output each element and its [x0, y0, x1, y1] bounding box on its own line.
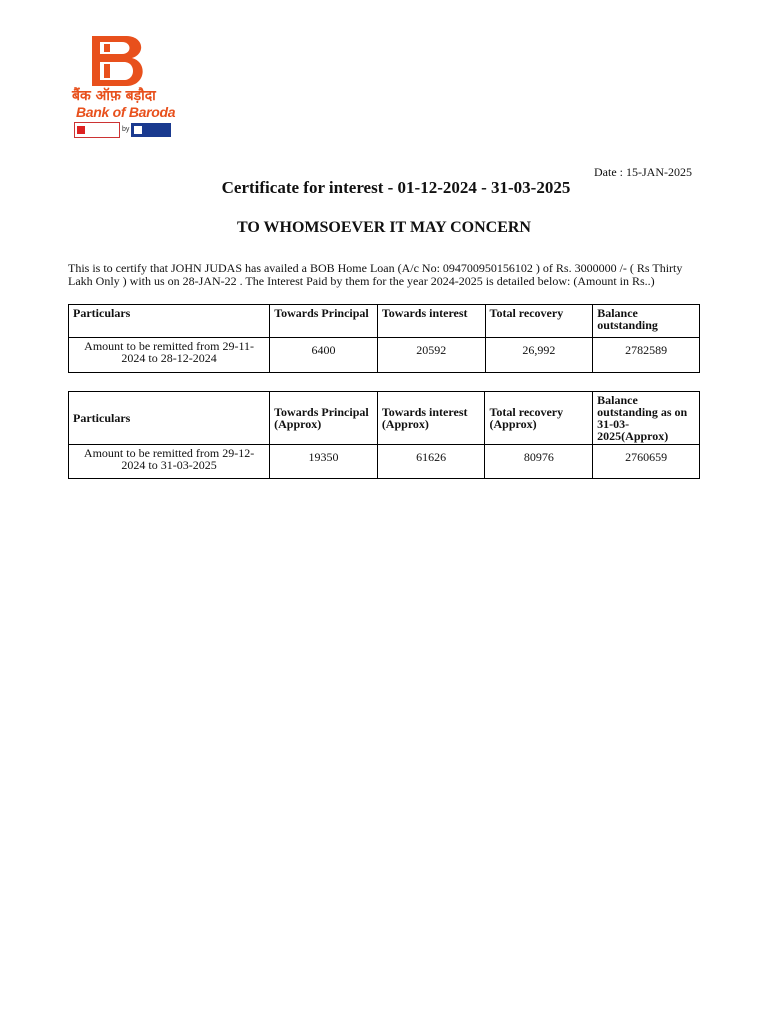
- column-header: Particulars: [69, 305, 270, 338]
- table-cell: 20592: [377, 338, 485, 373]
- to-whom-heading: [0, 219, 768, 237]
- table-cell: 26,992: [485, 338, 593, 373]
- logo-english-name: Bank of Baroda: [76, 104, 176, 120]
- table-cell: 19350: [270, 445, 378, 479]
- column-header: Total recovery: [485, 305, 593, 338]
- table-header-row: [69, 392, 700, 445]
- merger-badge: [74, 122, 171, 137]
- certificate-title-text: Certificate for interest - 01-12-2024 - 31-03-2025: [221, 178, 571, 197]
- table-row: [69, 338, 700, 373]
- repayment-table-current: [68, 304, 700, 373]
- column-header: Towards Principal (Approx): [270, 392, 378, 445]
- table-cell: 2782589: [593, 338, 700, 373]
- logo-hindi-name: बैंक ऑफ़ बड़ौदा: [72, 88, 156, 104]
- column-header: Towards interest: [377, 305, 485, 338]
- column-header: Particulars: [69, 392, 270, 445]
- certificate-title: [0, 178, 768, 198]
- table-cell: 6400: [270, 338, 378, 373]
- column-header: Total recovery (Approx): [485, 392, 593, 445]
- bank-logo: [72, 32, 176, 140]
- table-cell: 2760659: [593, 445, 700, 479]
- table-cell: 80976: [485, 445, 593, 479]
- table-cell: 61626: [377, 445, 485, 479]
- repayment-table-projected: [68, 391, 700, 479]
- column-header: Towards interest (Approx): [377, 392, 485, 445]
- table-cell: Amount to be remitted from 29-12-2024 to 31-03-2025: [69, 445, 270, 479]
- bank-of-baroda-logo-icon: [86, 32, 150, 88]
- table-header-row: [69, 305, 700, 338]
- certificate-paragraph: This is to certify that JOHN JUDAS has availed a BOB Home Loan (A/c No: 094700950156102 ) of Rs. 3000000 /- ( Rs Thirty Lakh Only ) with us on 28-JAN-22 . The Interest Paid by them for the year 2024-2025 is detailed below: (Amount in Rs..): [68, 261, 683, 288]
- certificate-date: Date : 15-JAN-2025: [594, 165, 692, 179]
- table-row: [69, 445, 700, 479]
- column-header: Balance outstanding: [593, 305, 700, 338]
- table-cell: Amount to be remitted from 29-11-2024 to 28-12-2024: [69, 338, 270, 373]
- column-header: Towards Principal: [270, 305, 378, 338]
- column-header: Balance outstanding as on 31-03-2025(Approx): [593, 392, 700, 445]
- dena-bank-logo-icon: [131, 123, 171, 137]
- vijaya-bank-logo-icon: [74, 122, 120, 138]
- to-whom-heading-text: TO WHOMSOEVER IT MAY CONCERN: [237, 219, 531, 236]
- merger-by-text: by: [122, 126, 130, 133]
